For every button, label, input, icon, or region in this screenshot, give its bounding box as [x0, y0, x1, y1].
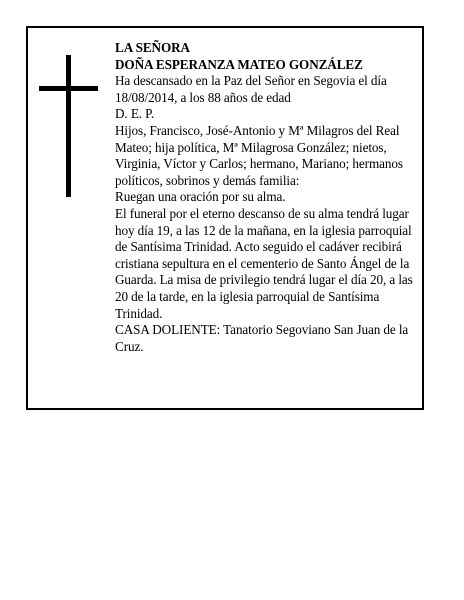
mourning-house: CASA DOLIENTE: Tanatorio Segoviano San Juan de la Cruz.: [115, 322, 409, 354]
cross-icon-horizontal-bar: [39, 86, 98, 91]
obituary-text: [115, 40, 421, 355]
obituary-notice: [26, 26, 424, 410]
prayer-request: Ruegan una oración por su alma.: [115, 189, 286, 205]
notice-title-line1: LA SEÑORA: [115, 40, 190, 55]
funeral-details: El funeral por el eterno descanso de su alma tendrá lugar hoy día 19, a las 12 de la mañana, en la iglesia parroquial de Santísima Trinidad. Acto seguido el cadáver recibirá cristiana sepultura en el cementerio de Santo Ángel de la Guarda. La misa de privilegio tendrá lugar el día 20, a las 20 de la tarde, en la iglesia parroquial de Santísima Trinidad.: [115, 205, 413, 321]
death-announcement: Ha descansado en la Paz del Señor en Segovia el día 18/08/2014, a los 88 años de edad: [115, 73, 387, 105]
rip-abbreviation: D. E. P.: [115, 106, 155, 122]
deceased-name: DOÑA ESPERANZA MATEO GONZÁLEZ: [115, 56, 363, 72]
family-list: Hijos, Francisco, José-Antonio y Mª Milagros del Real Mateo; hija política, Mª Milagrosa González; nietos, Virginia, Víctor y Carlos; hermano, Mariano; hermanos políticos, sobrinos y demás familia:: [115, 122, 403, 188]
cross-icon-vertical-bar: [66, 55, 71, 197]
